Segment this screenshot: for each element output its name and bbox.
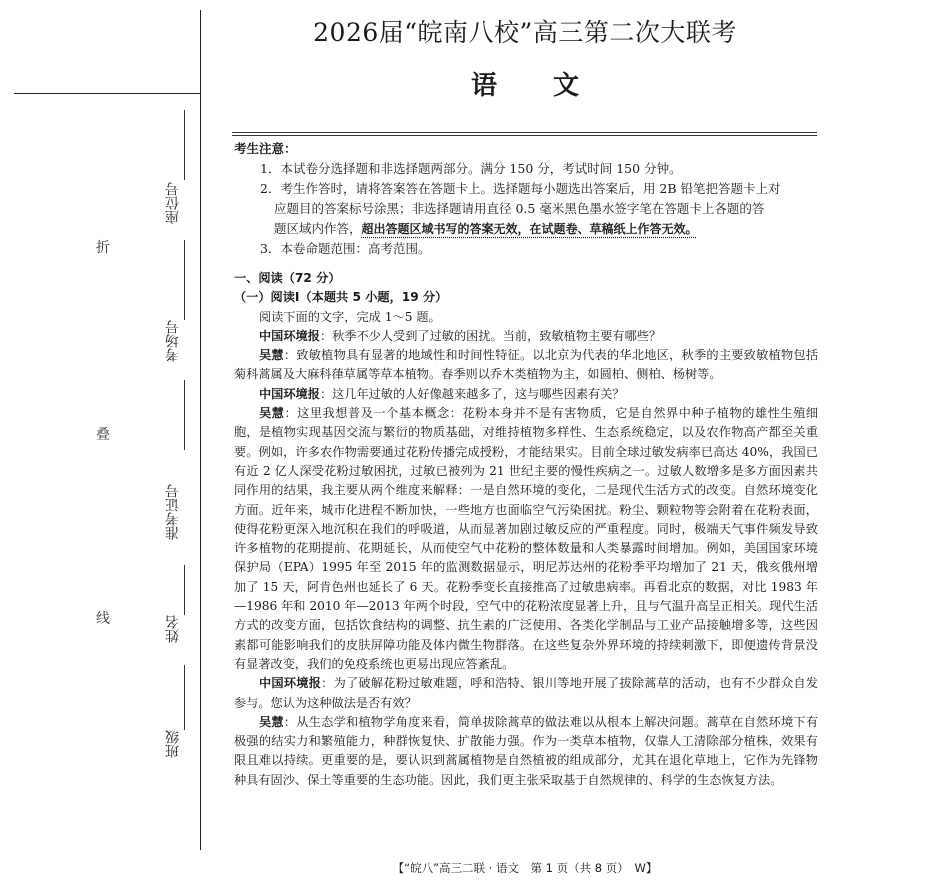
header-rule-top <box>232 132 817 133</box>
answer-3 <box>234 713 818 790</box>
class-field[interactable] <box>184 665 185 730</box>
exam-title: 2026届“皖南八校”高三第二次大联考 <box>313 18 737 47</box>
class-label: 班级 <box>165 730 181 758</box>
reading-content <box>234 269 818 790</box>
seat-number-label: 座位号 <box>165 182 181 224</box>
ticket-number-field[interactable] <box>184 380 185 450</box>
question-text: ：秋季不少人受到了过敏的困扰。当前，致敏植物主要有哪些？ <box>319 328 662 343</box>
answer-text: ：这里我想普及一个基本概念：花粉本身并不是有害物质，它是自然界中种子植物的雄性生殖细胞，是植物实现基因交流与繁衍的物质基础，对维持植物多样性、生态系统稳定，以及农作物高产都至关重要。例如，许多农作物需要通过花粉传播完成授粉，才能结果实。目前全球过敏发病率已高达 40%，我国已有近 2 亿人深受花粉过敏困扰，过敏已被列为 21 世纪主要的慢性疾病之一。过敏人数增多是多方面因素共同作用的结果，我主要从两个维度来解释：一是自然环境的变化，二是现代生活方式的改变。自然环境变化方面。近年来，城市化进程不断加快，一些地方也面临空气污染困扰。粉尘、颗粒物等会附着在花粉表面，使得花粉更深入地沉积在我们的呼吸道，从而显著加剧过敏反应的严重程度。同时，极端天气事件频发导致许多植物的花期提前、花期延长，从而使空气中花粉的整体数量和人类暴露时间增加。例如，美国国家环境保护局（EPA）1995 年至 2015 年的监测数据显示，明尼苏达州的花粉季平均增加了 21 天，俄亥俄州增加了 15 天，阿肯色州也延长了 6 天。花粉季变长直接推高了过敏患病率。再看北京的数据，对比 1983 年—1986 年和 2010 年—2013 年两个时段，空气中的花粉浓度显著上升，且与气温升高呈正相关。现代生活方式的改变方面，包括饮食结构的调整、抗生素的广泛使用、各类化学制品与工业产品接触增多等，这些因素都可能影响我们的皮肤屏障功能及体内微生物群落。在这些复杂外界环境的持续刺激下，即便遗传背景没有显著改变，我们的免疫系统也更易出现应答紊乱。 <box>234 406 819 671</box>
fold-char-3: 线 <box>96 611 110 627</box>
question-3 <box>234 674 818 713</box>
notice-item-2b: 应题目的答案标号涂黑；非选择题请用直径 0.5 毫米黑色墨水签字笔在答题卡上各题的答 <box>274 201 765 216</box>
subject-char-b: 文 <box>553 71 580 101</box>
header-rule-bottom <box>232 135 817 136</box>
speaker: 中国环境报 <box>259 676 322 691</box>
question-text: ：为了破解花粉过敏难题，呼和浩特、银川等地开展了拔除蒿草的活动，也有不少群众自发参与。您认为这种做法是否有效？ <box>234 676 819 710</box>
question-text: ：这几年过敏的人好像越来越多了，这与哪些因素有关？ <box>319 386 625 401</box>
seat-number-field[interactable] <box>184 110 185 180</box>
speaker: 中国环境报 <box>259 328 320 343</box>
fold-char-2: 叠 <box>96 427 110 443</box>
section-heading: 一、阅读（72 分） <box>234 271 341 285</box>
notice-item-2a: 2．考生作答时，请将答案答在答题卡上。选择题每小题选出答案后，用 2B 铅笔把答题卡上对 <box>260 181 781 196</box>
subject-char-a: 语 <box>470 71 497 101</box>
answer-2 <box>234 404 818 674</box>
fold-char-1: 折 <box>96 240 110 256</box>
subject-title <box>220 65 830 102</box>
question-2 <box>234 385 818 404</box>
notice-item-2c <box>234 219 818 239</box>
page-footer: 【“皖八”高三二联 · 语文 第 1 页（共 8 页） W】 <box>392 861 658 875</box>
answer-text: ：致敏植物具有显著的地域性和时间性特征。以北京为代表的华北地区，秋季的主要致敏植物包括菊科蒿属及大麻科葎草属等草本植物。春季则以乔木类植物为主，如圆柏、侧柏、杨树等。 <box>234 348 819 382</box>
notice-item-3: 3．本卷命题范围：高考范围。 <box>260 241 431 256</box>
subsection-heading: （一）阅读Ⅰ（本题共 5 小题，19 分） <box>234 290 448 305</box>
speaker: 中国环境报 <box>259 386 320 401</box>
name-field[interactable] <box>184 565 185 615</box>
binding-top-rule <box>14 93 200 94</box>
ticket-number-label: 准考证号 <box>165 484 181 540</box>
question-1 <box>234 327 818 346</box>
exam-room-label: 考场号 <box>165 320 181 362</box>
notice-emphasis: 超出答题区域书写的答案无效，在试题卷、草稿纸上作答无效。 <box>361 222 698 236</box>
answer-1 <box>234 346 818 385</box>
speaker: 吴慧 <box>259 348 284 363</box>
notice-item-1: 1．本试卷分选择题和非选择题两部分。满分 150 分，考试时间 150 分钟。 <box>260 161 682 176</box>
instruction: 阅读下面的文字，完成 1～5 题。 <box>259 309 441 324</box>
notice-item-2c-pre: 题区域内作答， <box>274 221 362 236</box>
binding-line <box>200 10 201 850</box>
notice-title: 考生注意： <box>234 141 297 156</box>
exam-room-field[interactable] <box>184 240 185 320</box>
answer-text: ：从生态学和植物学角度来看，简单拔除蒿草的做法难以从根本上解决问题。蒿草在自然环境下有极强的结实力和繁殖能力，种群恢复快、扩散能力强。作为一类草本植物，仅靠人工清除部分植株，效果有限且难以持续。更重要的是，要认识到蒿属植物是自然植被的组成部分，尤其在退化草地上，它作为先锋物种具有固沙、保土等重要的生态功能。因此，我们更主张采取基于自然规律的、科学的生态恢复方法。 <box>234 714 819 787</box>
speaker: 吴慧 <box>259 406 285 421</box>
candidate-notice <box>234 139 818 259</box>
name-label: 姓名 <box>165 615 181 643</box>
speaker: 吴慧 <box>259 714 284 729</box>
